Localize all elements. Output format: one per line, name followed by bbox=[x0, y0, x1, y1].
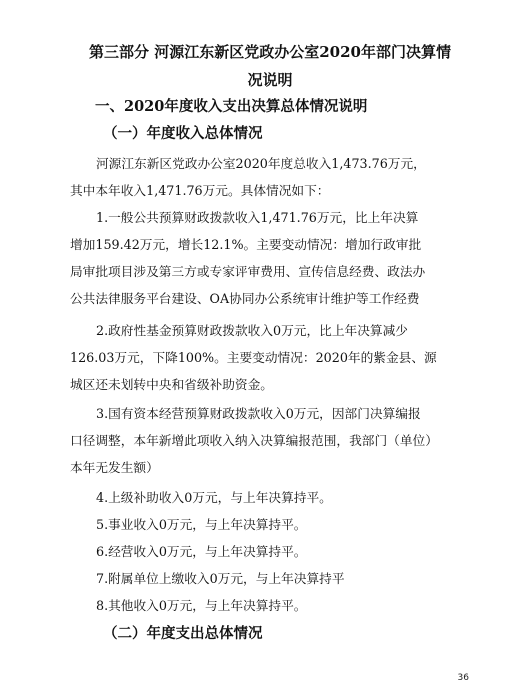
paragraph-line: 城区还未划转中央和省级补助资金。 bbox=[70, 377, 273, 392]
income-item-2 bbox=[70, 317, 465, 398]
section-heading: 一、2020年度收入支出决算总体情况说明 bbox=[95, 98, 368, 115]
paragraph-line: 3.国有资本经营预算财政拨款收入0万元，因部门决算编报 bbox=[96, 406, 421, 421]
paragraph-line: 口径调整，本年新增此项收入纳入决算编报范围，我部门（单位） bbox=[70, 433, 438, 448]
income-item-3 bbox=[70, 400, 465, 481]
income-item-4 bbox=[70, 484, 465, 511]
paragraph-line: 8.其他收入0万元，与上年决算持平。 bbox=[96, 598, 307, 613]
paragraph-line: 本年无发生额） bbox=[70, 460, 159, 475]
income-item-8 bbox=[70, 592, 465, 619]
income-item-5 bbox=[70, 511, 465, 538]
intro-paragraph bbox=[70, 150, 465, 204]
paragraph-line: 7.附属单位上缴收入0万元，与上年决算持平 bbox=[96, 571, 345, 586]
paragraph-line: 6.经营收入0万元，与上年决算持平。 bbox=[96, 544, 307, 559]
paragraph-line: 河源江东新区党政办公室2020年度总收入1,473.76万元， bbox=[96, 156, 426, 171]
income-item-7 bbox=[70, 565, 465, 592]
income-item-6 bbox=[70, 538, 465, 565]
paragraph-line: 126.03万元，下降100%。主要变动情况：2020年的紫金县、源 bbox=[70, 350, 437, 365]
paragraph-line: 1.一般公共预算财政拨款收入1,471.76万元，比上年决算 bbox=[96, 210, 419, 225]
subsection-heading-income: （一）年度收入总体情况 bbox=[103, 125, 263, 142]
paragraph-line: 其中本年收入1,471.76万元。具体情况如下： bbox=[70, 183, 330, 198]
subsection-heading-expenditure: （二）年度支出总体情况 bbox=[103, 625, 263, 642]
paragraph-line: 增加159.42万元，增长12.1%。主要变动情况：增加行政审批 bbox=[70, 237, 422, 252]
paragraph-line: 2.政府性基金预算财政拨款收入0万元，比上年决算减少 bbox=[96, 323, 408, 338]
paragraph-line: 局审批项目涉及第三方或专家评审费用、宣传信息经费、政法办 bbox=[70, 264, 426, 279]
document-title-line-1: 第三部分 河源江东新区党政办公室2020年部门决算情 bbox=[89, 43, 451, 61]
paragraph-line: 公共法律服务平台建设、OA协同办公系统审计维护等工作经费 bbox=[70, 291, 420, 306]
income-item-1 bbox=[70, 204, 465, 312]
paragraph-line: 5.事业收入0万元，与上年决算持平。 bbox=[96, 517, 307, 532]
page-number: 36 bbox=[457, 673, 469, 683]
document-title-line-2: 况说明 bbox=[247, 71, 293, 89]
paragraph-line: 4.上级补助收入0万元，与上年决算持平。 bbox=[96, 490, 332, 505]
